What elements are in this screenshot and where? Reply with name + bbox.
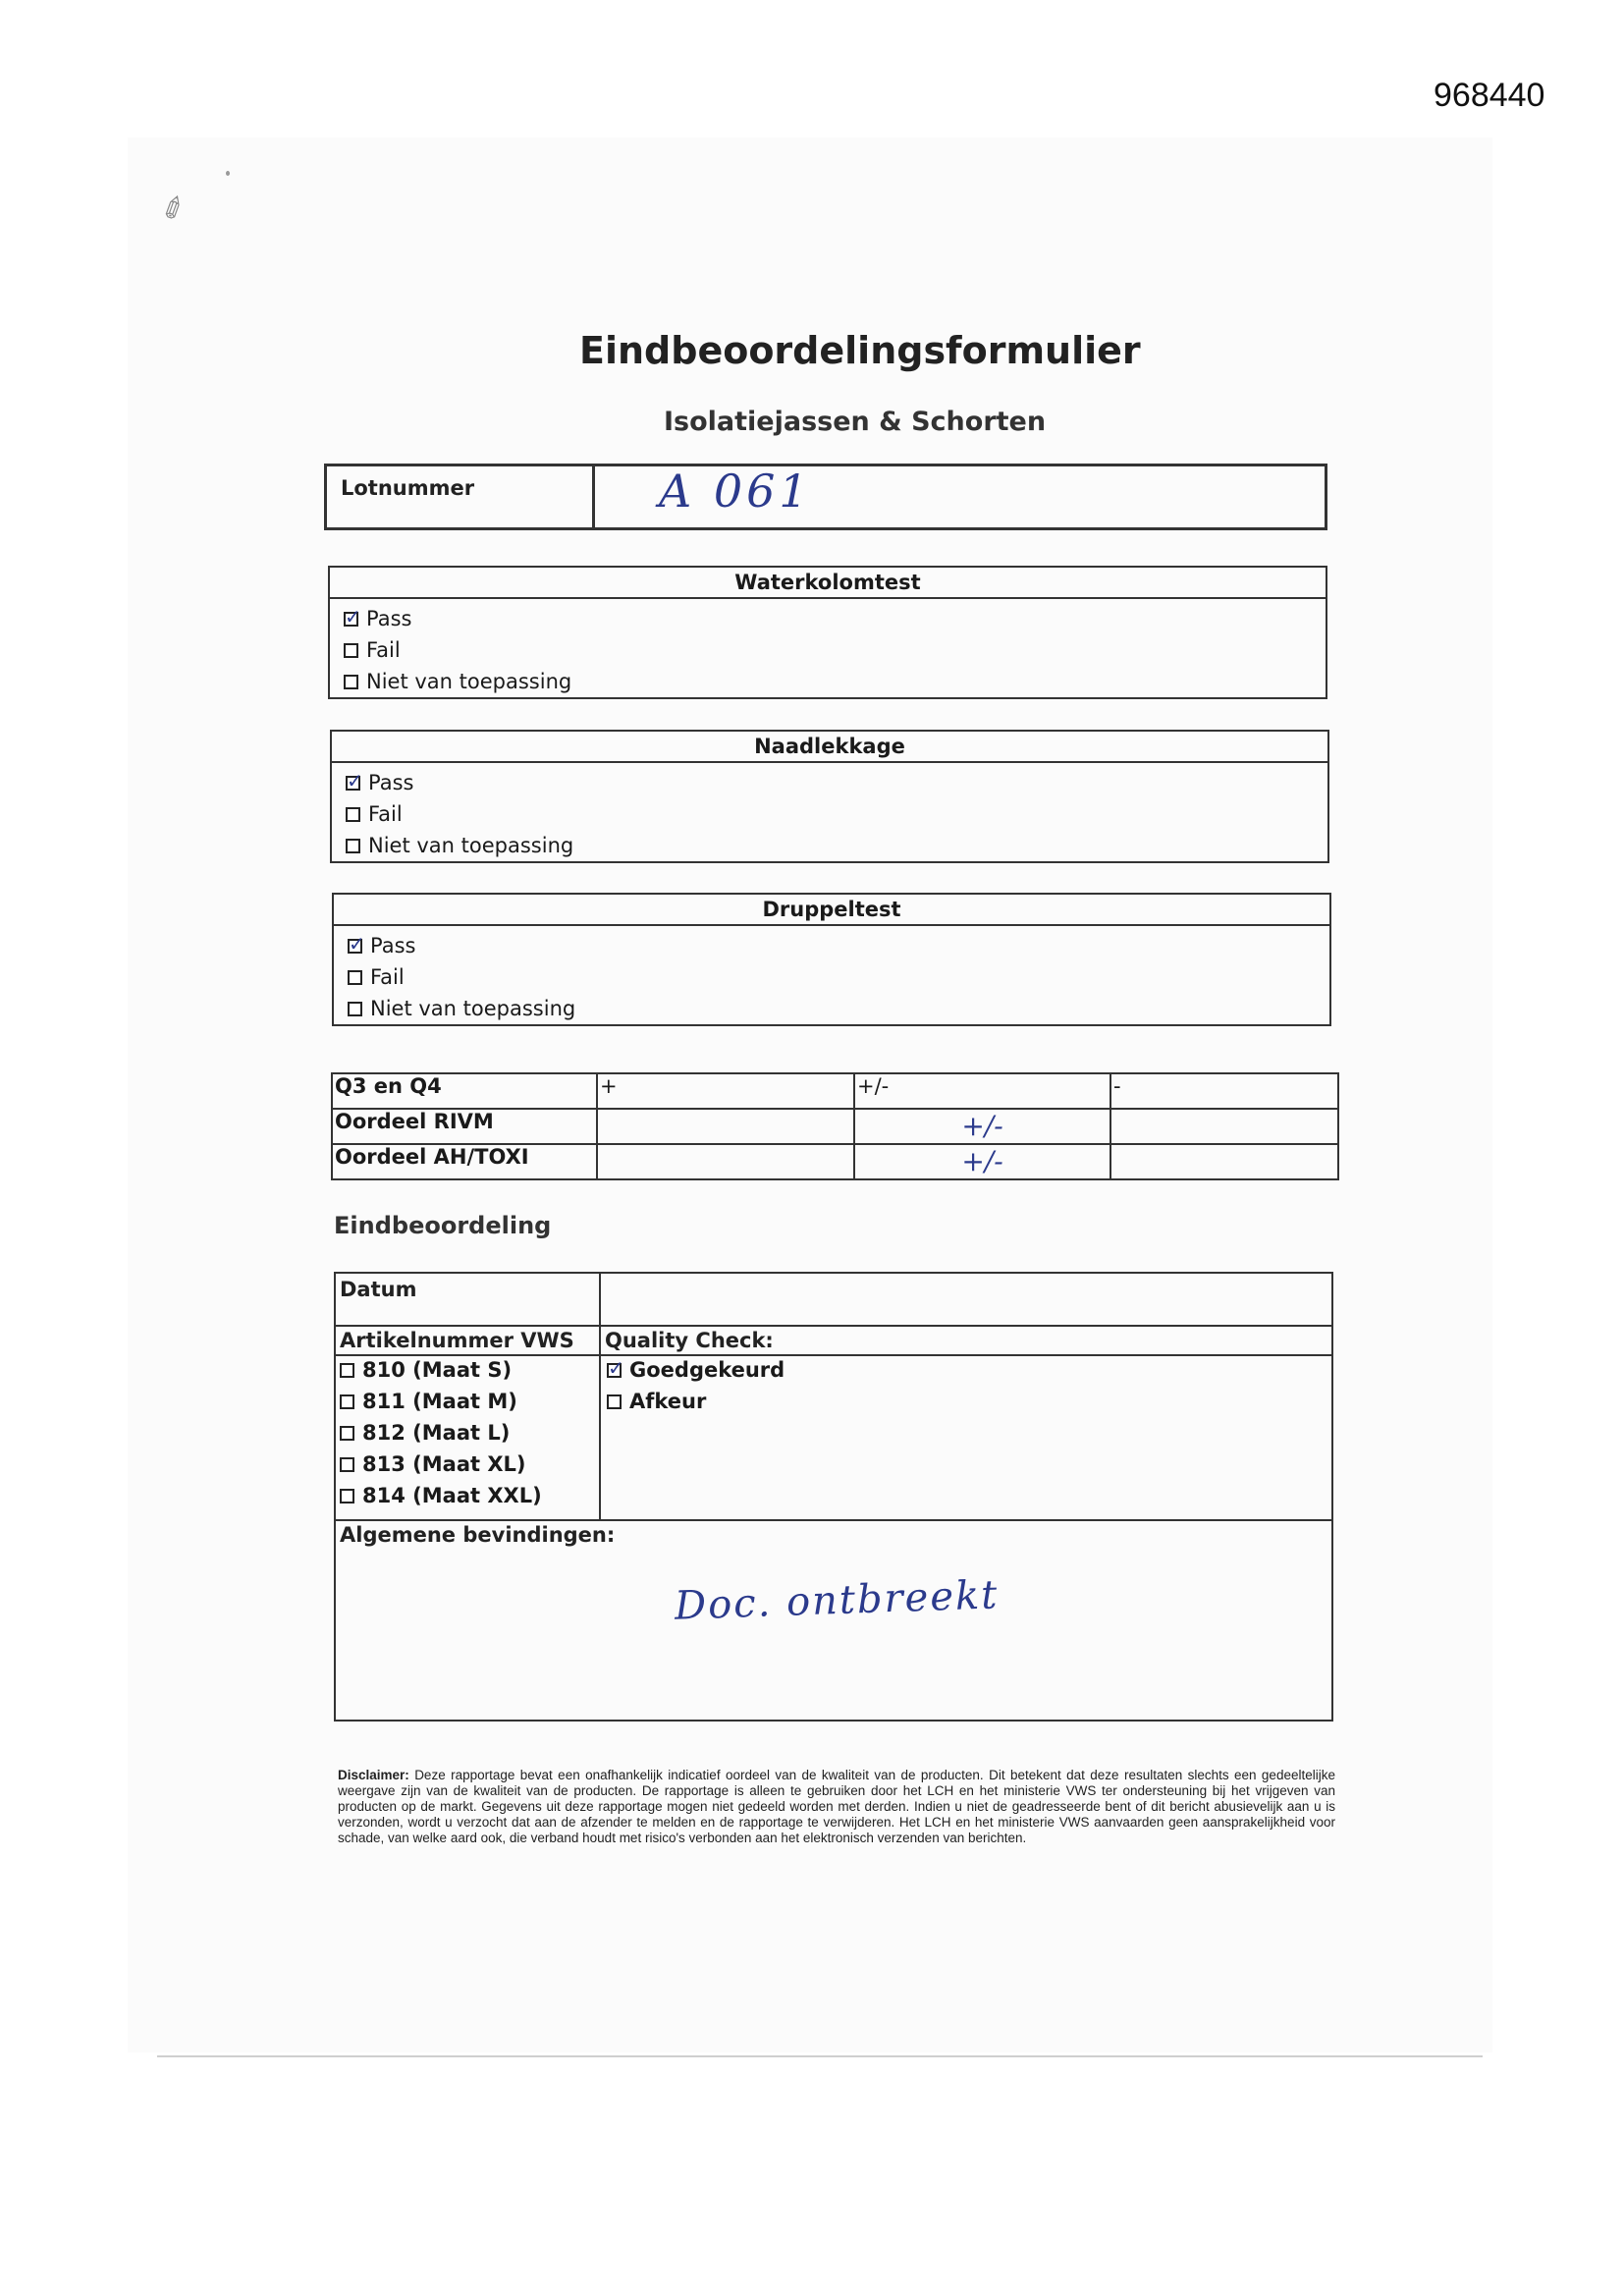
table-row	[332, 1144, 1338, 1179]
scan-edge-line	[157, 2055, 1483, 2057]
checkbox-checked-icon[interactable]	[607, 1363, 622, 1378]
checkbox-checked-icon[interactable]	[344, 612, 358, 627]
checkbox-checked-icon[interactable]	[348, 939, 362, 954]
table-cell[interactable]	[854, 1109, 1110, 1144]
option-label: Pass	[370, 934, 416, 957]
option-label: 812 (Maat L)	[362, 1421, 511, 1445]
checkbox-icon[interactable]	[340, 1489, 354, 1503]
option-fail[interactable]	[344, 638, 401, 662]
table-row	[332, 1109, 1338, 1144]
divider	[599, 1274, 601, 1521]
option-label: Fail	[366, 638, 401, 662]
option-niet-van-toepassing[interactable]	[344, 670, 571, 693]
row-label: Oordeel RIVM	[332, 1109, 597, 1144]
option-label: 810 (Maat S)	[362, 1358, 513, 1382]
quality-assessment-table	[331, 1072, 1339, 1180]
option-label: Fail	[368, 802, 403, 826]
document-id: 968440	[1434, 77, 1545, 114]
test-heading: Naadlekkage	[332, 732, 1327, 763]
option-niet-van-toepassing[interactable]	[346, 834, 573, 857]
checkbox-icon[interactable]	[607, 1394, 622, 1409]
table-cell[interactable]	[597, 1144, 854, 1179]
test-heading: Druppeltest	[334, 895, 1329, 926]
test-box-naadlekkage	[330, 730, 1329, 863]
table-header-cell: +/-	[854, 1073, 1110, 1109]
option-fail[interactable]	[346, 802, 403, 826]
checkbox-icon[interactable]	[348, 1002, 362, 1016]
lot-divider	[592, 466, 595, 527]
option-812[interactable]	[340, 1421, 510, 1445]
row-label: Oordeel AH/TOXI	[332, 1144, 597, 1179]
table-header-cell: Q3 en Q4	[332, 1073, 597, 1109]
lot-number-box	[324, 464, 1327, 530]
checkbox-icon[interactable]	[344, 643, 358, 658]
divider	[336, 1354, 1331, 1356]
divider	[336, 1325, 1331, 1327]
test-box-druppeltest	[332, 893, 1331, 1026]
bevindingen-label: Algemene bevindingen:	[340, 1523, 616, 1547]
option-pass[interactable]	[344, 607, 411, 630]
option-label: Pass	[368, 771, 414, 794]
table-cell[interactable]	[854, 1144, 1110, 1179]
page-title: Eindbeoordelingsformulier	[579, 329, 1141, 372]
handwritten-mark: +/-	[961, 1110, 1003, 1142]
disclaimer-text: Deze rapportage bevat een onafhankelijk indicatief oordeel van de kwaliteit van de producten. Dit betekent dat deze resultaten slechts een gedeeltelijke weergave zijn van de kwaliteit van de producten. De rapportage is alleen te gebruiken door het LCH en het ministerie VWS ter ondersteuning bij het vrijgeven van producten op de markt. Gegevens uit deze rapportage mogen niet gedeeld worden met derden. Indien u niet de geadresseerde bent of dit bericht abusievelijk aan u is verzonden, wordt u verzocht dat aan de afzender te melden en de rapportage te verwijderen. Het LCH en het ministerie VWS aanvaarden geen aansprakelijkheid voor schade, van welke aard ook, die verband houdt met risico's verbonden aan het elektronisch verzenden van berichten.	[338, 1768, 1335, 1845]
option-label: 814 (Maat XXL)	[362, 1484, 542, 1507]
lot-number-value[interactable]: A 061	[659, 465, 812, 518]
artikelnummer-label: Artikelnummer VWS	[340, 1329, 574, 1352]
option-pass[interactable]	[346, 771, 413, 794]
option-fail[interactable]	[348, 965, 405, 989]
table-header-cell: +	[597, 1073, 854, 1109]
checkbox-icon[interactable]	[348, 970, 362, 985]
option-label: Fail	[370, 965, 405, 989]
option-label: Afkeur	[629, 1390, 707, 1413]
section-heading-eindbeoordeling: Eindbeoordeling	[334, 1212, 552, 1239]
table-cell[interactable]	[1110, 1144, 1338, 1179]
checkbox-checked-icon[interactable]	[346, 776, 360, 791]
option-label: 813 (Maat XL)	[362, 1452, 526, 1476]
test-box-waterkolomtest	[328, 566, 1327, 699]
pen-mark-icon: ✐	[155, 189, 193, 231]
bevindingen-handwritten-value[interactable]: Doc. ontbreekt	[674, 1572, 1000, 1629]
table-cell[interactable]	[597, 1109, 854, 1144]
option-label: Niet van toepassing	[370, 997, 576, 1020]
option-label: Niet van toepassing	[368, 834, 574, 857]
handwritten-mark: +/-	[961, 1145, 1003, 1177]
option-goedgekeurd[interactable]	[607, 1358, 785, 1382]
table-cell[interactable]	[1110, 1109, 1338, 1144]
checkbox-icon[interactable]	[340, 1457, 354, 1472]
option-label: Niet van toepassing	[366, 670, 572, 693]
checkbox-icon[interactable]	[340, 1426, 354, 1441]
checkbox-icon[interactable]	[340, 1363, 354, 1378]
table-header-row	[332, 1073, 1338, 1109]
table-header-cell: -	[1110, 1073, 1338, 1109]
lot-number-label: Lotnummer	[341, 476, 475, 500]
option-pass[interactable]	[348, 934, 415, 957]
page-subtitle: Isolatiejassen & Schorten	[664, 407, 1047, 437]
option-811[interactable]	[340, 1390, 517, 1413]
disclaimer-label: Disclaimer:	[338, 1768, 409, 1782]
option-810[interactable]	[340, 1358, 512, 1382]
test-heading: Waterkolomtest	[330, 568, 1326, 599]
checkbox-icon[interactable]	[340, 1394, 354, 1409]
option-niet-van-toepassing[interactable]	[348, 997, 575, 1020]
option-label: Pass	[366, 607, 412, 630]
option-afkeur[interactable]	[607, 1390, 706, 1413]
checkbox-icon[interactable]	[344, 675, 358, 689]
option-label: Goedgekeurd	[629, 1358, 785, 1382]
divider	[336, 1519, 1331, 1521]
option-813[interactable]	[340, 1452, 526, 1476]
checkbox-icon[interactable]	[346, 807, 360, 822]
final-assessment-box	[334, 1272, 1333, 1722]
disclaimer	[338, 1768, 1335, 1846]
option-label: 811 (Maat M)	[362, 1390, 517, 1413]
datum-label: Datum	[340, 1278, 417, 1301]
option-814[interactable]	[340, 1484, 542, 1507]
dot-mark-icon	[226, 171, 230, 176]
checkbox-icon[interactable]	[346, 839, 360, 853]
quality-check-label: Quality Check:	[605, 1329, 774, 1352]
